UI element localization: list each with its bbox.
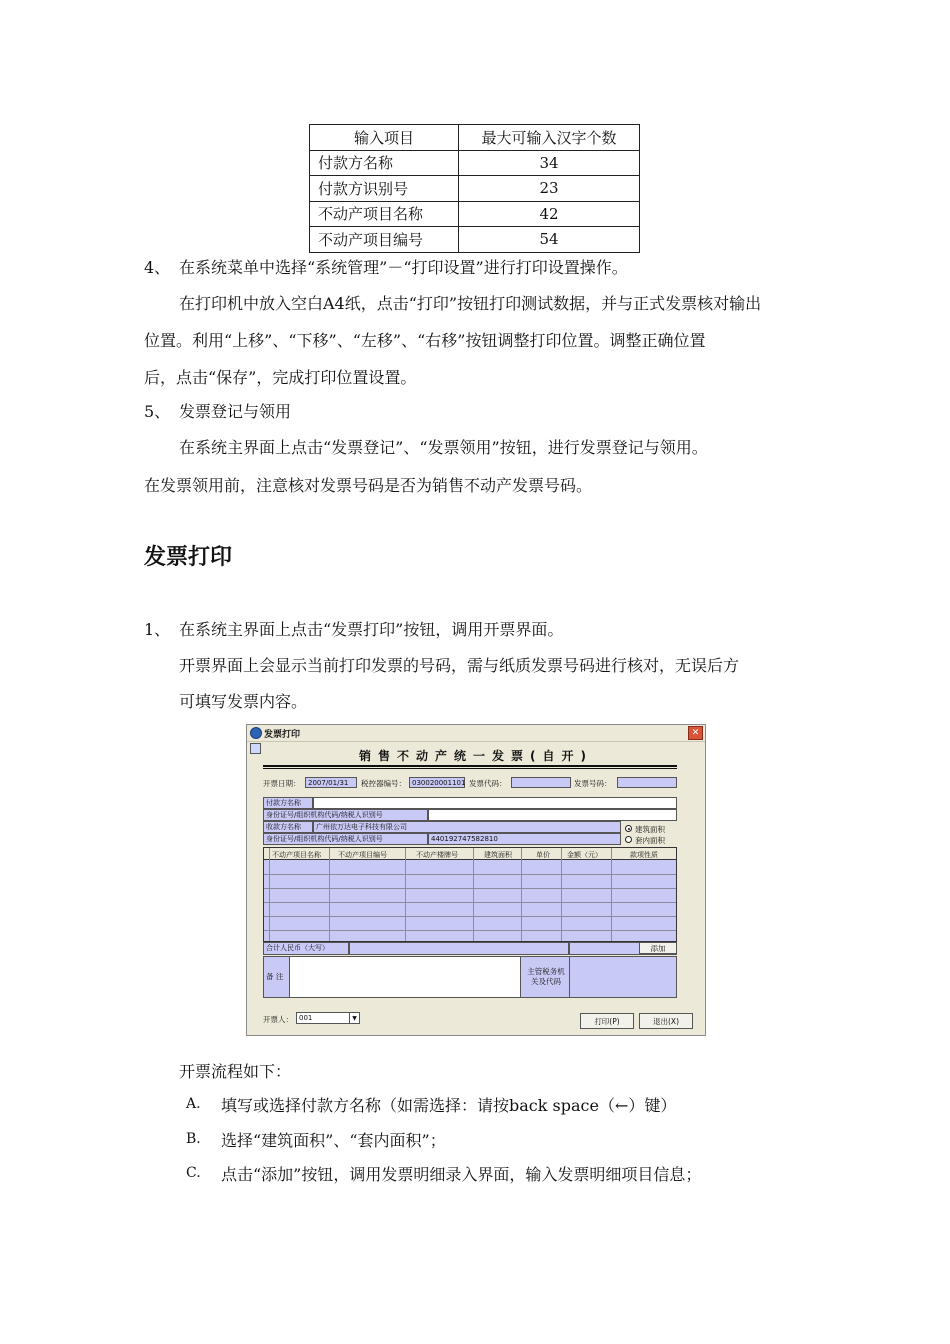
paragraph-line: 在打印机中放入空白A4纸，点击“打印”按钮打印测试数据，并与正式发票核对输出 bbox=[179, 294, 762, 313]
app-icon bbox=[250, 727, 262, 739]
table-cell: 54 bbox=[459, 227, 640, 253]
remark-field[interactable] bbox=[289, 956, 521, 998]
table-cell: 不动产项目名称 bbox=[310, 201, 459, 227]
grid-row-line bbox=[264, 930, 676, 931]
taxctl-field[interactable]: 030020001101 bbox=[409, 777, 465, 788]
radio-label: 套内面积 bbox=[635, 836, 665, 845]
grid-column bbox=[406, 848, 474, 941]
grid-column-header: 建筑面积 bbox=[484, 851, 512, 859]
list-item: 选择“建筑面积”、“套内面积”； bbox=[221, 1131, 446, 1150]
payee-id-field[interactable]: 440192747582810 bbox=[428, 833, 621, 845]
step-number: 5、 bbox=[144, 402, 171, 421]
table-header: 最大可输入汉字个数 bbox=[459, 125, 640, 151]
payer-id-label: 身份证号/组织机构代码/纳税人识别号 bbox=[263, 809, 428, 821]
step-heading: 在系统主界面上点击“发票打印”按钮，调用开票界面。 bbox=[179, 620, 564, 639]
payee-label: 收款方名称 bbox=[263, 821, 313, 833]
grid-column bbox=[474, 848, 522, 941]
list-letter: A. bbox=[186, 1096, 201, 1112]
date-label: 开票日期： bbox=[263, 779, 301, 788]
invoice-number-field[interactable] bbox=[617, 777, 677, 788]
grid-column-header: 款项性质 bbox=[630, 851, 658, 859]
grid-row-line bbox=[264, 888, 676, 889]
paragraph-line: 在发票领用前，注意核对发票号码是否为销售不动产发票号码。 bbox=[144, 476, 593, 495]
chevron-down-icon[interactable]: ▼ bbox=[349, 1012, 360, 1024]
section-title: 发票打印 bbox=[144, 545, 233, 570]
invoice-code-label: 发票代码： bbox=[469, 779, 507, 788]
exit-button[interactable]: 退出(X) bbox=[639, 1013, 693, 1029]
invoice-number-label: 发票号码： bbox=[574, 779, 612, 788]
date-field[interactable]: 2007/01/31 bbox=[305, 777, 357, 788]
grid-column-header: 金额（元） bbox=[567, 851, 602, 859]
flow-heading: 开票流程如下： bbox=[179, 1062, 292, 1081]
list-item: 点击“添加”按钮，调用发票明细录入界面，输入发票明细项目信息； bbox=[221, 1165, 702, 1184]
table-cell: 付款方识别号 bbox=[310, 176, 459, 202]
step-heading: 在系统菜单中选择“系统管理”－“打印设置”进行打印设置操作。 bbox=[179, 258, 628, 277]
operator-label: 开票人： bbox=[263, 1015, 293, 1024]
table-cell: 34 bbox=[459, 150, 640, 176]
list-letter: C. bbox=[186, 1165, 201, 1181]
close-icon[interactable]: ✕ bbox=[688, 726, 703, 740]
grid-column bbox=[522, 848, 562, 941]
total-field[interactable] bbox=[349, 942, 569, 955]
table-cell: 不动产项目编号 bbox=[310, 227, 459, 253]
remark-label: 备 注 bbox=[266, 972, 284, 981]
taxctl-label: 税控器编号： bbox=[361, 779, 406, 788]
grid-row-line bbox=[264, 874, 676, 875]
payer-name-field[interactable] bbox=[313, 797, 677, 809]
paragraph-line: 后，点击“保存”，完成打印位置设置。 bbox=[144, 368, 417, 387]
add-button[interactable]: 添加 bbox=[639, 942, 677, 954]
payee-name-field[interactable]: 广州依万达电子科技有限公司 bbox=[313, 821, 621, 833]
table-row bbox=[310, 176, 640, 202]
grid-column bbox=[270, 848, 330, 941]
step-number: 4、 bbox=[144, 258, 171, 277]
payer-id-field[interactable] bbox=[428, 809, 677, 821]
total-label: 合计人民币（大写） bbox=[263, 942, 349, 955]
paragraph-line: 位置。利用“上移”、“下移”、“左移”、“右移”按钮调整打印位置。调整正确位置 bbox=[144, 331, 706, 350]
tax-office-field[interactable] bbox=[569, 956, 677, 998]
grid-row-line bbox=[264, 902, 676, 903]
list-item: 填写或选择付款方名称（如需选择：请按back space（←）键） bbox=[221, 1096, 677, 1115]
radio-building-area[interactable] bbox=[625, 825, 632, 832]
grid-column-header: 不动产项目编号 bbox=[338, 851, 387, 859]
payee-id-label: 身份证号/组织机构代码/纳税人识别号 bbox=[263, 833, 428, 845]
tax-office-label: 主管税务机关及代码 bbox=[527, 967, 565, 986]
table-header-row bbox=[310, 125, 640, 151]
grid-column bbox=[562, 848, 612, 941]
print-button[interactable]: 打印(P) bbox=[580, 1013, 634, 1029]
list-letter: B. bbox=[186, 1131, 201, 1147]
table-cell: 付款方名称 bbox=[310, 150, 459, 176]
table-cell: 23 bbox=[459, 176, 640, 202]
grid-column-header: 不动产楼牌号 bbox=[416, 851, 458, 859]
grid-row-line bbox=[264, 916, 676, 917]
operator-select[interactable]: 001 bbox=[296, 1012, 360, 1024]
radio-label: 建筑面积 bbox=[635, 825, 665, 834]
paragraph-line: 开票界面上会显示当前打印发票的号码，需与纸质发票号码进行核对，无误后方 bbox=[179, 656, 740, 675]
paragraph-line: 可填写发票内容。 bbox=[179, 692, 308, 711]
grid-column bbox=[330, 848, 406, 941]
table-header: 输入项目 bbox=[310, 125, 459, 151]
window-title: 发票打印 bbox=[264, 730, 301, 740]
input-limits-table bbox=[309, 124, 640, 253]
table-row bbox=[310, 150, 640, 176]
invoice-title: 销售不动产统一发票(自开) bbox=[359, 749, 593, 763]
paragraph-line: 在系统主界面上点击“发票登记”、“发票领用”按钮，进行发票登记与领用。 bbox=[179, 438, 708, 457]
grid-column-header: 单价 bbox=[536, 851, 550, 859]
table-row bbox=[310, 201, 640, 227]
window-titlebar bbox=[247, 725, 705, 742]
detail-grid[interactable] bbox=[263, 847, 677, 942]
title-divider bbox=[263, 765, 677, 767]
title-divider bbox=[263, 768, 677, 769]
grid-column-header: 不动产项目名称 bbox=[272, 851, 321, 859]
invoice-code-field[interactable] bbox=[511, 777, 571, 788]
step-heading: 发票登记与领用 bbox=[179, 402, 292, 421]
invoice-print-window bbox=[246, 724, 706, 1036]
step-number: 1、 bbox=[144, 620, 171, 639]
table-cell: 42 bbox=[459, 201, 640, 227]
table-row bbox=[310, 227, 640, 253]
radio-inner-area[interactable] bbox=[625, 836, 632, 843]
payer-label: 付款方名称 bbox=[263, 797, 313, 809]
